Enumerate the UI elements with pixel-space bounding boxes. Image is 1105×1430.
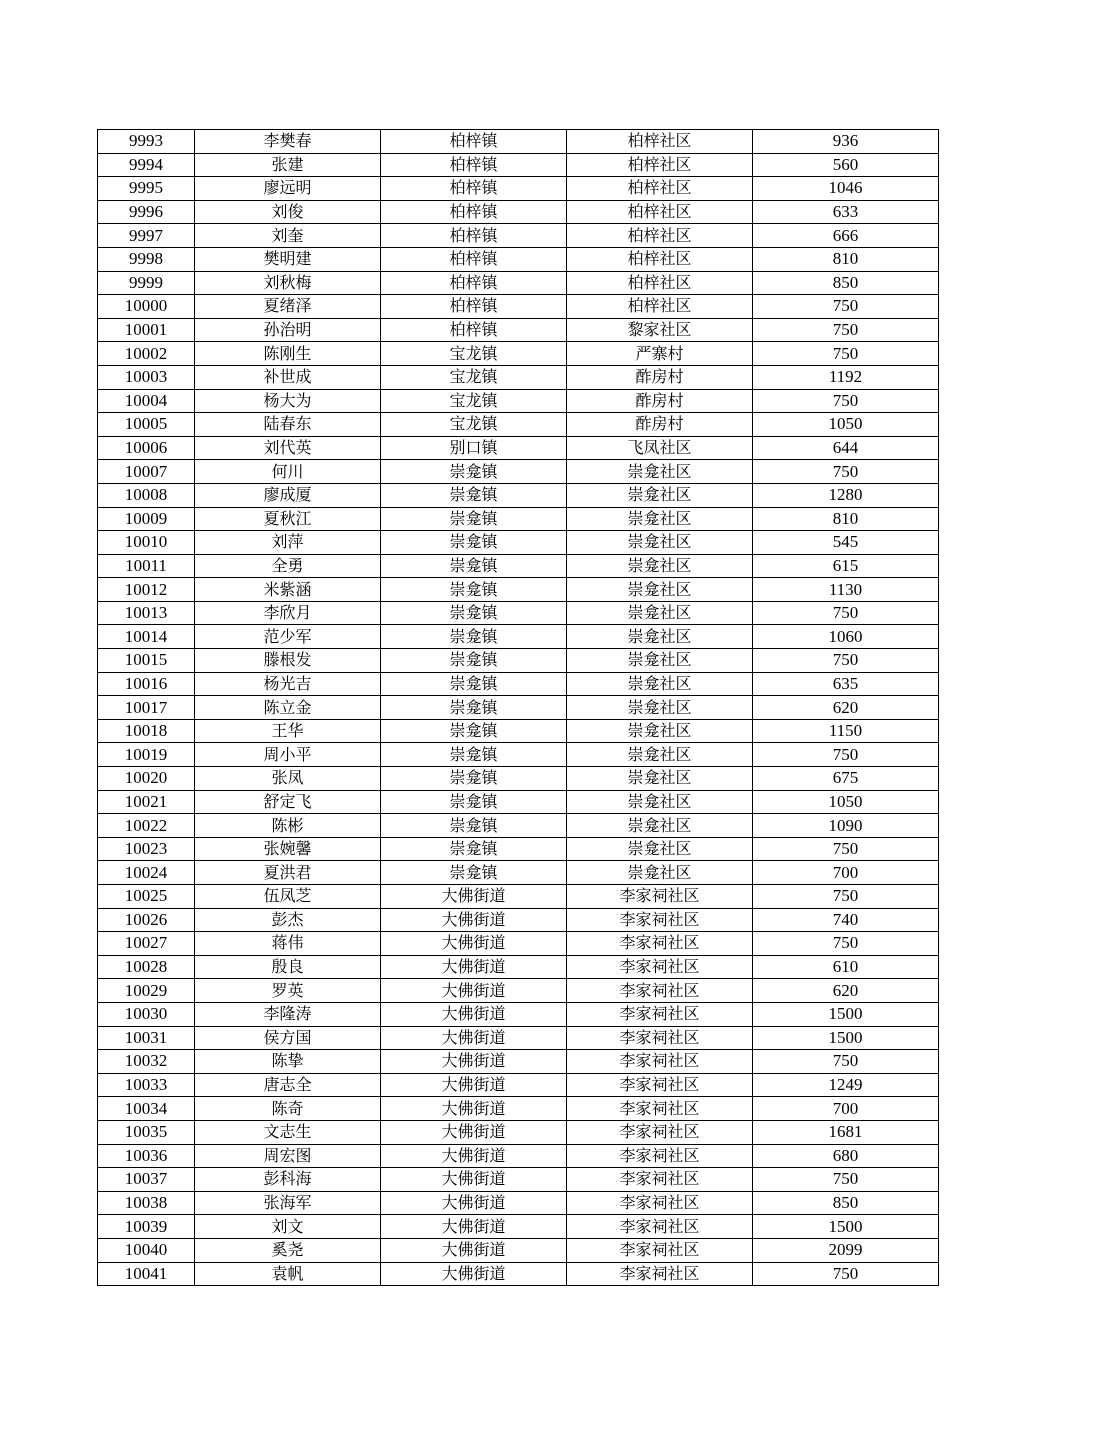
amount-cell: 2099 xyxy=(753,1238,939,1262)
town-cell: 崇龛镇 xyxy=(381,861,567,885)
row-number-cell: 10025 xyxy=(98,885,195,909)
community-cell: 李家祠社区 xyxy=(567,1073,753,1097)
community-cell: 黎家社区 xyxy=(567,318,753,342)
name-cell: 陈刚生 xyxy=(195,342,381,366)
name-cell: 周宏图 xyxy=(195,1144,381,1168)
table-row xyxy=(98,601,939,625)
row-number-cell: 10014 xyxy=(98,625,195,649)
row-number-cell: 9994 xyxy=(98,153,195,177)
town-cell: 大佛街道 xyxy=(381,908,567,932)
community-cell: 崇龛社区 xyxy=(567,625,753,649)
amount-cell: 750 xyxy=(753,460,939,484)
name-cell: 刘奎 xyxy=(195,224,381,248)
name-cell: 陈立金 xyxy=(195,696,381,720)
table-row xyxy=(98,295,939,319)
name-cell: 刘秋梅 xyxy=(195,271,381,295)
row-number-cell: 10023 xyxy=(98,837,195,861)
town-cell: 大佛街道 xyxy=(381,955,567,979)
amount-cell: 1500 xyxy=(753,1002,939,1026)
community-cell: 崇龛社区 xyxy=(567,696,753,720)
town-cell: 大佛街道 xyxy=(381,979,567,1003)
amount-cell: 1130 xyxy=(753,578,939,602)
table-row xyxy=(98,460,939,484)
town-cell: 大佛街道 xyxy=(381,1026,567,1050)
name-cell: 袁帆 xyxy=(195,1262,381,1286)
amount-cell: 680 xyxy=(753,1144,939,1168)
name-cell: 李欣月 xyxy=(195,601,381,625)
table-row xyxy=(98,130,939,154)
name-cell: 陈奇 xyxy=(195,1097,381,1121)
table-row xyxy=(98,224,939,248)
table-row xyxy=(98,649,939,673)
table-row xyxy=(98,696,939,720)
town-cell: 宝龙镇 xyxy=(381,413,567,437)
table-row xyxy=(98,554,939,578)
name-cell: 杨大为 xyxy=(195,389,381,413)
town-cell: 大佛街道 xyxy=(381,885,567,909)
row-number-cell: 10037 xyxy=(98,1168,195,1192)
row-number-cell: 10031 xyxy=(98,1026,195,1050)
row-number-cell: 10035 xyxy=(98,1120,195,1144)
row-number-cell: 10015 xyxy=(98,649,195,673)
row-number-cell: 9993 xyxy=(98,130,195,154)
town-cell: 宝龙镇 xyxy=(381,342,567,366)
town-cell: 柏梓镇 xyxy=(381,177,567,201)
row-number-cell: 9998 xyxy=(98,247,195,271)
table-row xyxy=(98,177,939,201)
amount-cell: 1500 xyxy=(753,1215,939,1239)
name-cell: 殷良 xyxy=(195,955,381,979)
row-number-cell: 10002 xyxy=(98,342,195,366)
row-number-cell: 10018 xyxy=(98,719,195,743)
amount-cell: 750 xyxy=(753,389,939,413)
table-row xyxy=(98,814,939,838)
name-cell: 米紫涵 xyxy=(195,578,381,602)
table-row xyxy=(98,790,939,814)
name-cell: 蒋伟 xyxy=(195,932,381,956)
row-number-cell: 10026 xyxy=(98,908,195,932)
row-number-cell: 10012 xyxy=(98,578,195,602)
table-row xyxy=(98,908,939,932)
row-number-cell: 10010 xyxy=(98,531,195,555)
amount-cell: 1280 xyxy=(753,483,939,507)
community-cell: 李家祠社区 xyxy=(567,1144,753,1168)
amount-cell: 750 xyxy=(753,318,939,342)
town-cell: 柏梓镇 xyxy=(381,271,567,295)
table-row xyxy=(98,200,939,224)
town-cell: 大佛街道 xyxy=(381,1191,567,1215)
name-cell: 陈挚 xyxy=(195,1050,381,1074)
name-cell: 张凤 xyxy=(195,767,381,791)
community-cell: 崇龛社区 xyxy=(567,578,753,602)
table-row xyxy=(98,743,939,767)
town-cell: 崇龛镇 xyxy=(381,625,567,649)
amount-cell: 740 xyxy=(753,908,939,932)
town-cell: 大佛街道 xyxy=(381,1002,567,1026)
table-row xyxy=(98,342,939,366)
town-cell: 大佛街道 xyxy=(381,1215,567,1239)
amount-cell: 700 xyxy=(753,861,939,885)
name-cell: 全勇 xyxy=(195,554,381,578)
name-cell: 侯方国 xyxy=(195,1026,381,1050)
community-cell: 酢房村 xyxy=(567,365,753,389)
name-cell: 舒定飞 xyxy=(195,790,381,814)
amount-cell: 644 xyxy=(753,436,939,460)
row-number-cell: 10034 xyxy=(98,1097,195,1121)
community-cell: 李家祠社区 xyxy=(567,1262,753,1286)
community-cell: 崇龛社区 xyxy=(567,767,753,791)
town-cell: 大佛街道 xyxy=(381,1262,567,1286)
town-cell: 柏梓镇 xyxy=(381,318,567,342)
town-cell: 大佛街道 xyxy=(381,1144,567,1168)
amount-cell: 750 xyxy=(753,1168,939,1192)
row-number-cell: 9999 xyxy=(98,271,195,295)
amount-cell: 610 xyxy=(753,955,939,979)
community-cell: 柏梓社区 xyxy=(567,247,753,271)
amount-cell: 633 xyxy=(753,200,939,224)
amount-cell: 750 xyxy=(753,649,939,673)
name-cell: 补世成 xyxy=(195,365,381,389)
name-cell: 唐志全 xyxy=(195,1073,381,1097)
name-cell: 樊明建 xyxy=(195,247,381,271)
table-row xyxy=(98,1120,939,1144)
table-row xyxy=(98,1215,939,1239)
community-cell: 崇龛社区 xyxy=(567,507,753,531)
amount-cell: 750 xyxy=(753,932,939,956)
table-row xyxy=(98,578,939,602)
amount-cell: 1500 xyxy=(753,1026,939,1050)
town-cell: 柏梓镇 xyxy=(381,295,567,319)
community-cell: 崇龛社区 xyxy=(567,531,753,555)
amount-cell: 750 xyxy=(753,743,939,767)
amount-cell: 850 xyxy=(753,1191,939,1215)
row-number-cell: 10019 xyxy=(98,743,195,767)
row-number-cell: 10039 xyxy=(98,1215,195,1239)
town-cell: 宝龙镇 xyxy=(381,365,567,389)
name-cell: 李樊春 xyxy=(195,130,381,154)
table-row xyxy=(98,153,939,177)
community-cell: 李家祠社区 xyxy=(567,955,753,979)
community-cell: 柏梓社区 xyxy=(567,295,753,319)
table-row xyxy=(98,1168,939,1192)
table-row xyxy=(98,1026,939,1050)
amount-cell: 635 xyxy=(753,672,939,696)
town-cell: 柏梓镇 xyxy=(381,247,567,271)
row-number-cell: 10017 xyxy=(98,696,195,720)
row-number-cell: 10008 xyxy=(98,483,195,507)
row-number-cell: 10038 xyxy=(98,1191,195,1215)
community-cell: 酢房村 xyxy=(567,389,753,413)
table-row xyxy=(98,1191,939,1215)
table-body xyxy=(98,130,939,1286)
name-cell: 彭科海 xyxy=(195,1168,381,1192)
town-cell: 崇龛镇 xyxy=(381,483,567,507)
town-cell: 崇龛镇 xyxy=(381,460,567,484)
community-cell: 李家祠社区 xyxy=(567,908,753,932)
name-cell: 彭杰 xyxy=(195,908,381,932)
name-cell: 刘萍 xyxy=(195,531,381,555)
community-cell: 李家祠社区 xyxy=(567,1238,753,1262)
amount-cell: 1150 xyxy=(753,719,939,743)
amount-cell: 1050 xyxy=(753,790,939,814)
name-cell: 陈彬 xyxy=(195,814,381,838)
community-cell: 飞凤社区 xyxy=(567,436,753,460)
name-cell: 夏绪泽 xyxy=(195,295,381,319)
community-cell: 崇龛社区 xyxy=(567,743,753,767)
name-cell: 李隆涛 xyxy=(195,1002,381,1026)
community-cell: 李家祠社区 xyxy=(567,1097,753,1121)
community-cell: 李家祠社区 xyxy=(567,979,753,1003)
table-row xyxy=(98,719,939,743)
table-row xyxy=(98,955,939,979)
community-cell: 崇龛社区 xyxy=(567,672,753,696)
amount-cell: 750 xyxy=(753,1050,939,1074)
name-cell: 伍凤芝 xyxy=(195,885,381,909)
table-row xyxy=(98,483,939,507)
amount-cell: 620 xyxy=(753,696,939,720)
name-cell: 张海军 xyxy=(195,1191,381,1215)
table-row xyxy=(98,1073,939,1097)
table-row xyxy=(98,507,939,531)
amount-cell: 545 xyxy=(753,531,939,555)
table-row xyxy=(98,1002,939,1026)
community-cell: 崇龛社区 xyxy=(567,460,753,484)
community-cell: 柏梓社区 xyxy=(567,177,753,201)
name-cell: 杨光吉 xyxy=(195,672,381,696)
row-number-cell: 10011 xyxy=(98,554,195,578)
community-cell: 崇龛社区 xyxy=(567,483,753,507)
town-cell: 崇龛镇 xyxy=(381,814,567,838)
town-cell: 大佛街道 xyxy=(381,1097,567,1121)
table-row xyxy=(98,1097,939,1121)
row-number-cell: 10040 xyxy=(98,1238,195,1262)
town-cell: 宝龙镇 xyxy=(381,389,567,413)
name-cell: 廖成厦 xyxy=(195,483,381,507)
amount-cell: 1681 xyxy=(753,1120,939,1144)
community-cell: 柏梓社区 xyxy=(567,153,753,177)
row-number-cell: 10022 xyxy=(98,814,195,838)
amount-cell: 560 xyxy=(753,153,939,177)
name-cell: 夏洪君 xyxy=(195,861,381,885)
row-number-cell: 10021 xyxy=(98,790,195,814)
amount-cell: 810 xyxy=(753,247,939,271)
community-cell: 柏梓社区 xyxy=(567,200,753,224)
table-row xyxy=(98,271,939,295)
table-row xyxy=(98,531,939,555)
town-cell: 大佛街道 xyxy=(381,1238,567,1262)
row-number-cell: 10041 xyxy=(98,1262,195,1286)
row-number-cell: 10033 xyxy=(98,1073,195,1097)
town-cell: 崇龛镇 xyxy=(381,696,567,720)
amount-cell: 666 xyxy=(753,224,939,248)
amount-cell: 850 xyxy=(753,271,939,295)
community-cell: 崇龛社区 xyxy=(567,719,753,743)
amount-cell: 1060 xyxy=(753,625,939,649)
name-cell: 孙治明 xyxy=(195,318,381,342)
town-cell: 大佛街道 xyxy=(381,932,567,956)
row-number-cell: 10029 xyxy=(98,979,195,1003)
community-cell: 崇龛社区 xyxy=(567,649,753,673)
community-cell: 崇龛社区 xyxy=(567,837,753,861)
amount-cell: 1090 xyxy=(753,814,939,838)
row-number-cell: 10028 xyxy=(98,955,195,979)
name-cell: 张建 xyxy=(195,153,381,177)
community-cell: 崇龛社区 xyxy=(567,790,753,814)
community-cell: 崇龛社区 xyxy=(567,601,753,625)
community-cell: 李家祠社区 xyxy=(567,932,753,956)
name-cell: 廖远明 xyxy=(195,177,381,201)
name-cell: 陆春东 xyxy=(195,413,381,437)
town-cell: 柏梓镇 xyxy=(381,130,567,154)
table-row xyxy=(98,413,939,437)
town-cell: 大佛街道 xyxy=(381,1073,567,1097)
row-number-cell: 10006 xyxy=(98,436,195,460)
amount-cell: 675 xyxy=(753,767,939,791)
data-table xyxy=(97,129,939,1286)
town-cell: 柏梓镇 xyxy=(381,224,567,248)
town-cell: 崇龛镇 xyxy=(381,601,567,625)
name-cell: 文志生 xyxy=(195,1120,381,1144)
amount-cell: 1046 xyxy=(753,177,939,201)
community-cell: 李家祠社区 xyxy=(567,1168,753,1192)
row-number-cell: 10005 xyxy=(98,413,195,437)
table-row xyxy=(98,1050,939,1074)
community-cell: 柏梓社区 xyxy=(567,224,753,248)
table-row xyxy=(98,861,939,885)
name-cell: 王华 xyxy=(195,719,381,743)
town-cell: 崇龛镇 xyxy=(381,554,567,578)
town-cell: 柏梓镇 xyxy=(381,200,567,224)
name-cell: 罗英 xyxy=(195,979,381,1003)
row-number-cell: 10004 xyxy=(98,389,195,413)
community-cell: 酢房村 xyxy=(567,413,753,437)
community-cell: 李家祠社区 xyxy=(567,1002,753,1026)
row-number-cell: 10036 xyxy=(98,1144,195,1168)
town-cell: 柏梓镇 xyxy=(381,153,567,177)
table-row xyxy=(98,318,939,342)
amount-cell: 750 xyxy=(753,295,939,319)
town-cell: 崇龛镇 xyxy=(381,837,567,861)
community-cell: 李家祠社区 xyxy=(567,885,753,909)
town-cell: 崇龛镇 xyxy=(381,531,567,555)
community-cell: 李家祠社区 xyxy=(567,1191,753,1215)
community-cell: 李家祠社区 xyxy=(567,1050,753,1074)
table-row xyxy=(98,672,939,696)
table-row xyxy=(98,1144,939,1168)
row-number-cell: 9996 xyxy=(98,200,195,224)
amount-cell: 750 xyxy=(753,885,939,909)
town-cell: 大佛街道 xyxy=(381,1168,567,1192)
name-cell: 周小平 xyxy=(195,743,381,767)
table-row xyxy=(98,885,939,909)
town-cell: 崇龛镇 xyxy=(381,790,567,814)
row-number-cell: 10020 xyxy=(98,767,195,791)
table-row xyxy=(98,932,939,956)
row-number-cell: 9997 xyxy=(98,224,195,248)
name-cell: 奚尧 xyxy=(195,1238,381,1262)
town-cell: 崇龛镇 xyxy=(381,767,567,791)
row-number-cell: 9995 xyxy=(98,177,195,201)
row-number-cell: 10003 xyxy=(98,365,195,389)
name-cell: 刘代英 xyxy=(195,436,381,460)
row-number-cell: 10000 xyxy=(98,295,195,319)
community-cell: 李家祠社区 xyxy=(567,1120,753,1144)
community-cell: 柏梓社区 xyxy=(567,130,753,154)
amount-cell: 750 xyxy=(753,342,939,366)
community-cell: 崇龛社区 xyxy=(567,861,753,885)
table-row xyxy=(98,436,939,460)
table-row xyxy=(98,389,939,413)
town-cell: 崇龛镇 xyxy=(381,743,567,767)
row-number-cell: 10007 xyxy=(98,460,195,484)
table-row xyxy=(98,837,939,861)
amount-cell: 620 xyxy=(753,979,939,1003)
table-row xyxy=(98,365,939,389)
name-cell: 何川 xyxy=(195,460,381,484)
town-cell: 崇龛镇 xyxy=(381,507,567,531)
town-cell: 大佛街道 xyxy=(381,1120,567,1144)
town-cell: 别口镇 xyxy=(381,436,567,460)
community-cell: 柏梓社区 xyxy=(567,271,753,295)
amount-cell: 936 xyxy=(753,130,939,154)
town-cell: 崇龛镇 xyxy=(381,578,567,602)
row-number-cell: 10024 xyxy=(98,861,195,885)
amount-cell: 1249 xyxy=(753,1073,939,1097)
table-row xyxy=(98,625,939,649)
amount-cell: 615 xyxy=(753,554,939,578)
amount-cell: 750 xyxy=(753,837,939,861)
town-cell: 崇龛镇 xyxy=(381,649,567,673)
row-number-cell: 10016 xyxy=(98,672,195,696)
community-cell: 崇龛社区 xyxy=(567,814,753,838)
row-number-cell: 10013 xyxy=(98,601,195,625)
amount-cell: 700 xyxy=(753,1097,939,1121)
amount-cell: 750 xyxy=(753,1262,939,1286)
amount-cell: 810 xyxy=(753,507,939,531)
town-cell: 大佛街道 xyxy=(381,1050,567,1074)
table-row xyxy=(98,1262,939,1286)
row-number-cell: 10032 xyxy=(98,1050,195,1074)
town-cell: 崇龛镇 xyxy=(381,719,567,743)
community-cell: 崇龛社区 xyxy=(567,554,753,578)
amount-cell: 750 xyxy=(753,601,939,625)
name-cell: 刘文 xyxy=(195,1215,381,1239)
name-cell: 刘俊 xyxy=(195,200,381,224)
name-cell: 夏秋江 xyxy=(195,507,381,531)
name-cell: 滕根发 xyxy=(195,649,381,673)
row-number-cell: 10030 xyxy=(98,1002,195,1026)
table-row xyxy=(98,767,939,791)
table-row xyxy=(98,1238,939,1262)
row-number-cell: 10027 xyxy=(98,932,195,956)
row-number-cell: 10001 xyxy=(98,318,195,342)
name-cell: 张婉馨 xyxy=(195,837,381,861)
row-number-cell: 10009 xyxy=(98,507,195,531)
town-cell: 崇龛镇 xyxy=(381,672,567,696)
community-cell: 严寨村 xyxy=(567,342,753,366)
community-cell: 李家祠社区 xyxy=(567,1215,753,1239)
table-row xyxy=(98,247,939,271)
name-cell: 范少军 xyxy=(195,625,381,649)
amount-cell: 1050 xyxy=(753,413,939,437)
community-cell: 李家祠社区 xyxy=(567,1026,753,1050)
table-row xyxy=(98,979,939,1003)
amount-cell: 1192 xyxy=(753,365,939,389)
